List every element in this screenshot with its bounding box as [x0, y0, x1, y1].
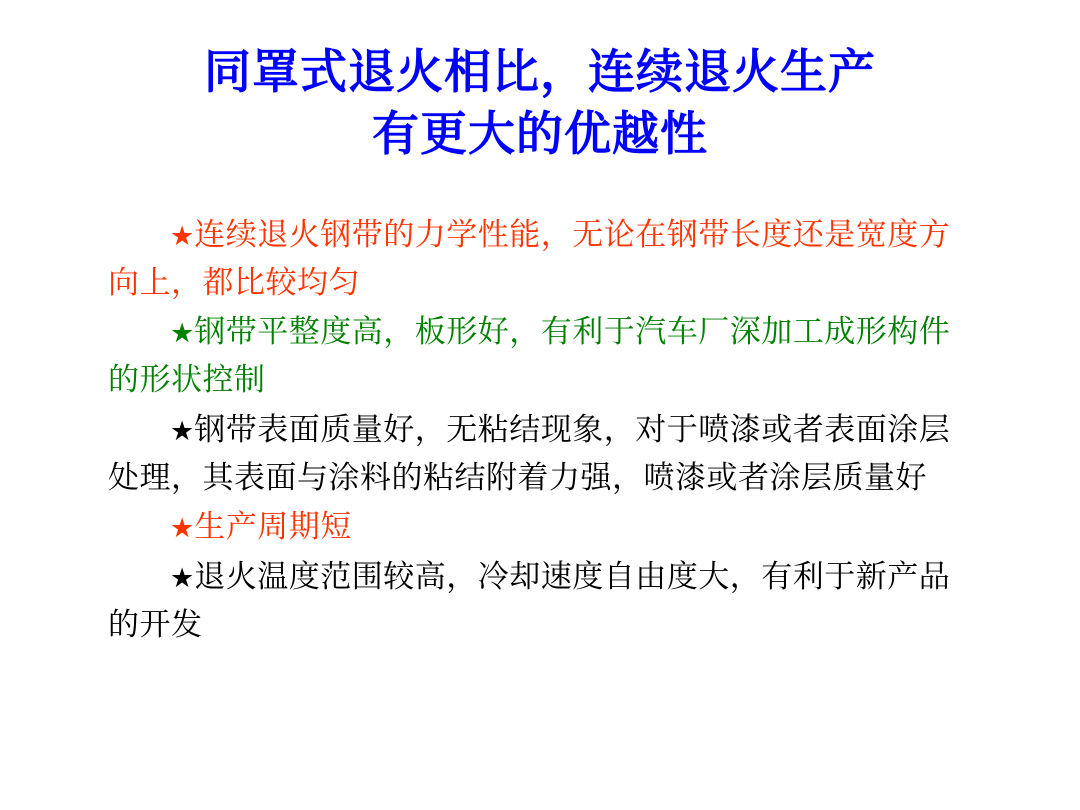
list-item — [108, 407, 980, 502]
list-item — [108, 309, 980, 404]
list-item — [108, 212, 980, 307]
page-title-line-1: 同罩式退火相比，连续退火生产 — [204, 45, 876, 100]
list-item-text: 生产周期短 — [194, 509, 352, 546]
list-item-text: 钢带平整度高，板形好，有利于汽车厂深加工成形构件的形状控制 — [108, 314, 951, 399]
bullet-star-icon: ★ — [170, 318, 195, 350]
bullet-list — [108, 212, 980, 652]
bullet-star-icon: ★ — [170, 563, 195, 595]
list-item-text: 钢带表面质量好，无粘结现象，对于喷漆或者表面涂层处理，其表面与涂料的粘结附着力强，喷漆或者涂层质量好 — [108, 411, 951, 496]
list-item — [108, 554, 980, 649]
list-item-text: 退火温度范围较高，冷却速度自由度大，有利于新产品的开发 — [108, 559, 951, 643]
bullet-star-icon: ★ — [170, 221, 195, 252]
list-item-text: 连续退火钢带的力学性能，无论在钢带长度还是宽度方向上，都比较均匀 — [108, 217, 951, 301]
bullet-star-icon: ★ — [170, 513, 195, 545]
bullet-star-icon: ★ — [170, 415, 195, 447]
page-title-line-2: 有更大的优越性 — [372, 107, 708, 163]
list-item — [108, 504, 980, 552]
page-title — [60, 42, 1020, 166]
